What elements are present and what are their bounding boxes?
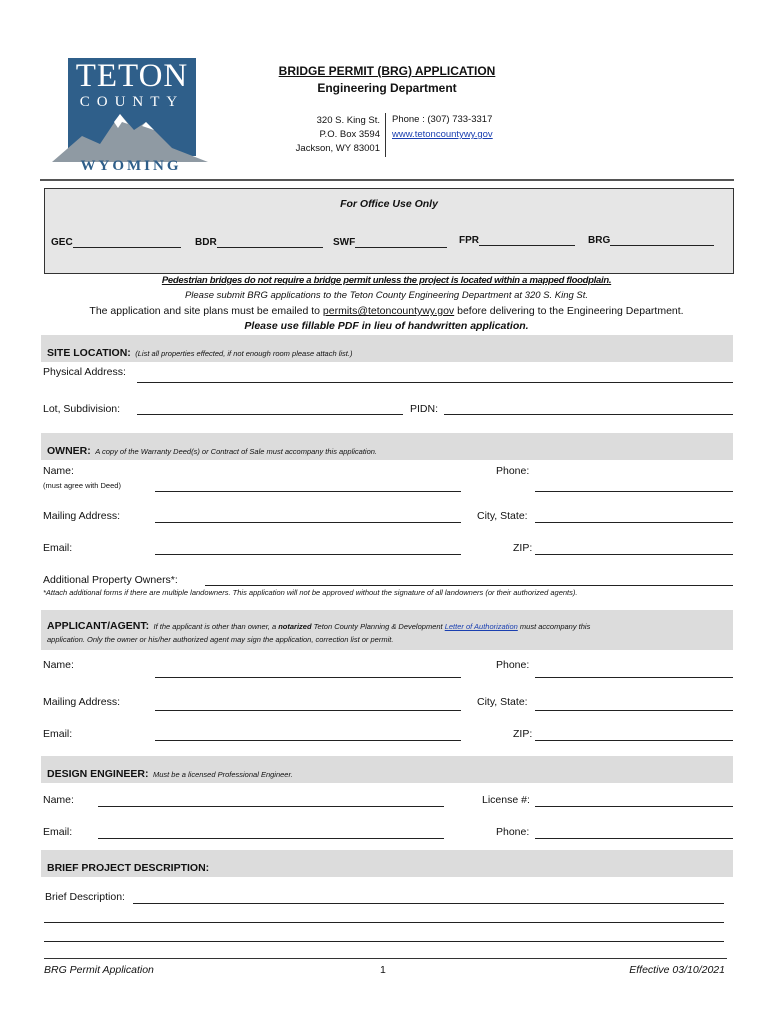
- owner-city-state-field[interactable]: [535, 522, 733, 523]
- project-description-title: BRIEF PROJECT DESCRIPTION:: [47, 862, 210, 874]
- applicant-note-notarized: notarized: [278, 622, 312, 631]
- address-city: Jackson, WY 83001: [295, 143, 380, 154]
- fpr-label: FPR: [459, 235, 479, 246]
- engineer-license-label: License #:: [482, 794, 530, 806]
- engineer-phone-label: Phone:: [496, 826, 530, 838]
- applicant-email-label: Email:: [43, 728, 73, 740]
- address-block: [260, 114, 380, 156]
- owner-mailing-field[interactable]: [155, 522, 461, 523]
- pidn-label: PIDN:: [410, 403, 439, 415]
- pidn-field[interactable]: [444, 414, 733, 415]
- site-location-title: SITE LOCATION:: [47, 347, 131, 359]
- owner-phone-field[interactable]: [535, 491, 733, 492]
- bdr-input[interactable]: [217, 238, 323, 248]
- physical-address-label: Physical Address:: [43, 366, 126, 378]
- additional-owners-label: Additional Property Owners*:: [43, 574, 178, 586]
- applicant-note-pre: If the applicant is other than owner, a: [153, 622, 279, 631]
- applicant-note: [154, 622, 591, 631]
- brief-description-line-3[interactable]: [44, 941, 724, 942]
- owner-city-state-label: City, State:: [477, 510, 528, 522]
- bdr-label: BDR: [195, 237, 217, 248]
- brg-input[interactable]: [610, 236, 714, 246]
- address-po-box: P.O. Box 3594: [319, 129, 380, 140]
- applicant-phone-field[interactable]: [535, 677, 733, 678]
- website-link[interactable]: www.tetoncountywy.gov: [392, 129, 493, 140]
- gec-label: GEC: [51, 237, 73, 248]
- engineer-email-label: Email:: [43, 826, 73, 838]
- design-engineer-title: DESIGN ENGINEER:: [47, 768, 149, 780]
- office-use-title: For Office Use Only: [340, 198, 438, 210]
- applicant-title: APPLICANT/AGENT:: [47, 620, 150, 632]
- applicant-zip-label: ZIP:: [513, 728, 533, 740]
- applicant-city-state-label: City, State:: [477, 696, 528, 708]
- notice-email-post: before delivering to the Engineering Department.: [454, 305, 684, 317]
- permits-email-link[interactable]: permits@tetoncountywy.gov: [322, 305, 455, 317]
- brief-description-label: Brief Description:: [45, 891, 125, 903]
- applicant-zip-field[interactable]: [535, 740, 733, 741]
- logo-text-county: COUNTY: [79, 94, 185, 110]
- fpr-input[interactable]: [479, 236, 575, 246]
- office-field-bdr: [195, 237, 323, 248]
- notice-email-pre: The application and site plans must be emailed to: [89, 305, 323, 317]
- owner-name-field[interactable]: [155, 491, 461, 492]
- gec-input[interactable]: [73, 238, 181, 248]
- office-field-fpr: [459, 235, 575, 246]
- design-engineer-note: Must be a licensed Professional Engineer.: [152, 770, 293, 779]
- site-location-note: (List all properties effected, if not enough room please attach list.): [135, 349, 353, 358]
- brg-label: BRG: [588, 235, 611, 246]
- owner-note: A copy of the Warranty Deed(s) or Contract of Sale must accompany this application.: [95, 447, 377, 456]
- applicant-header: [41, 610, 733, 650]
- applicant-name-field[interactable]: [155, 677, 461, 678]
- owner-zip-label: ZIP:: [513, 542, 533, 554]
- lot-subdivision-label: Lot, Subdivision:: [43, 403, 121, 415]
- additional-owners-note: *Attach additional forms if there are multiple landowners. This application will not be approved without the signature of all landowners (or their authorized agents).: [43, 588, 578, 597]
- logo-text-wyoming: WYOMING: [80, 158, 182, 174]
- office-field-gec: [51, 237, 181, 248]
- applicant-note-line2: application. Only the owner or his/her authorized agent may sign the application, correction list or permit.: [47, 635, 394, 644]
- letter-of-authorization-link[interactable]: Letter of Authorization: [444, 622, 518, 631]
- applicant-mailing-field[interactable]: [155, 710, 461, 711]
- brief-description-line-2[interactable]: [44, 922, 724, 923]
- teton-county-logo: [48, 56, 214, 178]
- header-divider: [385, 113, 386, 157]
- owner-name-label: Name:: [43, 465, 74, 477]
- owner-email-label: Email:: [43, 542, 73, 554]
- logo-text-teton: TETON: [75, 58, 189, 94]
- header-rule: [40, 179, 734, 181]
- owner-mailing-label: Mailing Address:: [43, 510, 121, 522]
- site-location-header: [41, 335, 733, 362]
- department-name: Engineering Department: [317, 81, 457, 95]
- footer-page-number: 1: [380, 964, 386, 976]
- owner-email-field[interactable]: [155, 554, 461, 555]
- brief-description-line-1[interactable]: [133, 903, 724, 904]
- owner-title: OWNER:: [47, 445, 91, 457]
- lot-subdivision-field[interactable]: [137, 414, 403, 415]
- project-description-header: [41, 850, 733, 877]
- engineer-name-label: Name:: [43, 794, 74, 806]
- notice-email: [40, 305, 733, 317]
- footer-effective-date: Effective 03/10/2021: [629, 964, 725, 976]
- engineer-email-field[interactable]: [98, 838, 444, 839]
- form-title: BRIDGE PERMIT (BRG) APPLICATION: [278, 64, 496, 78]
- office-use-box: [44, 188, 734, 274]
- owner-header: [41, 433, 733, 460]
- office-field-brg: [588, 235, 714, 246]
- applicant-mailing-label: Mailing Address:: [43, 696, 121, 708]
- additional-owners-field[interactable]: [205, 585, 733, 586]
- owner-name-note: (must agree with Deed): [43, 481, 121, 490]
- swf-label: SWF: [333, 237, 356, 248]
- footer-form-name: BRG Permit Application: [44, 964, 154, 976]
- footer-rule: [44, 958, 727, 959]
- office-field-swf: [333, 237, 447, 248]
- applicant-note-mid: Teton County Planning & Development: [311, 622, 445, 631]
- owner-zip-field[interactable]: [535, 554, 733, 555]
- applicant-email-field[interactable]: [155, 740, 461, 741]
- address-street: 320 S. King St.: [316, 115, 380, 126]
- engineer-phone-field[interactable]: [535, 838, 733, 839]
- applicant-note-post: must accompany this: [517, 622, 591, 631]
- physical-address-field[interactable]: [137, 382, 733, 383]
- applicant-phone-label: Phone:: [496, 659, 530, 671]
- notice-pedestrian-bridges: Pedestrian bridges do not require a bridge permit unless the project is located within a mapped floodplain.: [161, 275, 612, 286]
- phone-number: Phone : (307) 733-3317: [392, 114, 493, 125]
- design-engineer-header: [41, 756, 733, 783]
- engineer-license-field[interactable]: [535, 806, 733, 807]
- applicant-city-state-field[interactable]: [535, 710, 733, 711]
- applicant-name-label: Name:: [43, 659, 74, 671]
- owner-phone-label: Phone:: [496, 465, 530, 477]
- notice-fillable-pdf: Please use fillable PDF in lieu of handwritten application.: [244, 320, 529, 332]
- notice-submit: Please submit BRG applications to the Teton County Engineering Department at 320 S. King St.: [184, 290, 589, 301]
- swf-input[interactable]: [355, 238, 447, 248]
- engineer-name-field[interactable]: [98, 806, 444, 807]
